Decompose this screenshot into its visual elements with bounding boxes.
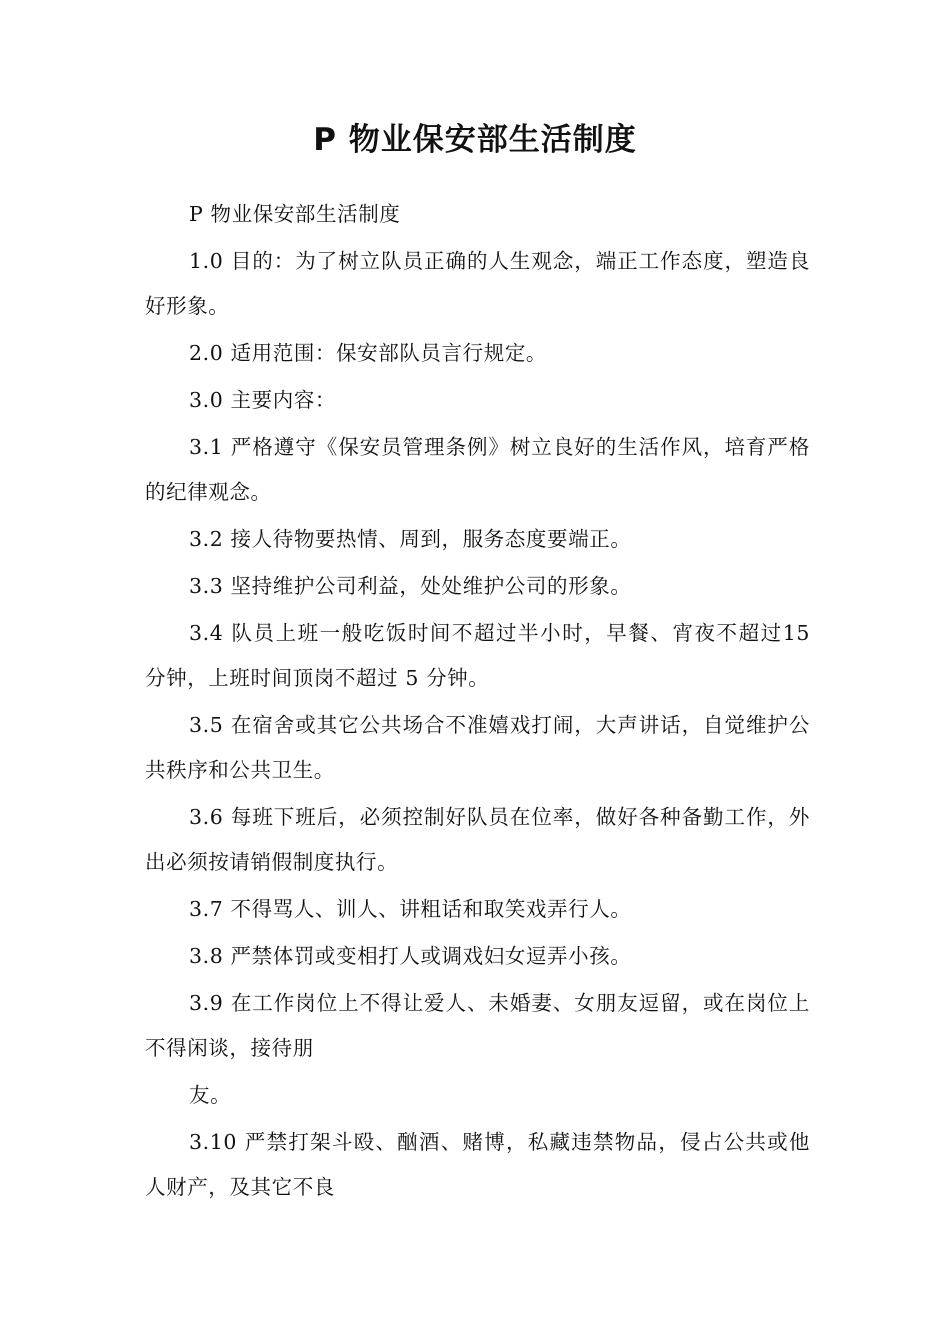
paragraph-3-9-continued: 友。 [189,1083,232,1107]
paragraph-1-0: 1.0 目的：为了树立队员正确的人生观念，端正工作态度，塑造良好形象。 [145,249,810,318]
document-body [145,192,810,1212]
paragraph-3-5: 3.5 在宿舍或其它公共场合不准嬉戏打闹，大声讲话，自觉维护公共秩序和公共卫生。 [145,713,810,782]
paragraph-3-9: 3.9 在工作岗位上不得让爱人、未婚妻、女朋友逗留，或在岗位上不得闲谈，接待朋 [145,991,810,1060]
paragraph-3-10: 3.10 严禁打架斗殴、酗酒、赌博，私藏违禁物品，侵占公共或他人财产，及其它不良 [145,1130,810,1199]
paragraph-2-0: 2.0 适用范围：保安部队员言行规定。 [189,341,548,365]
paragraph-3-2: 3.2 接人待物要热情、周到，服务态度要端正。 [189,527,632,551]
paragraph-3-1: 3.1 严格遵守《保安员管理条例》树立良好的生活作风，培育严格的纪律观念。 [145,435,810,504]
paragraph-3-7: 3.7 不得骂人、训人、讲粗话和取笑戏弄行人。 [189,897,632,921]
paragraph-3-0: 3.0 主要内容： [189,388,337,412]
paragraph-3-6: 3.6 每班下班后，必须控制好队员在位率，做好各种备勤工作，外出必须按请销假制度执行。 [145,805,810,874]
paragraph-subtitle: P 物业保安部生活制度 [189,202,401,226]
paragraph-3-3: 3.3 坚持维护公司利益，处处维护公司的形象。 [189,574,632,598]
paragraph-3-4: 3.4 队员上班一般吃饭时间不超过半小时，早餐、宵夜不超过15 分钟，上班时间顶岗不超过 5 分钟。 [145,621,810,690]
paragraph-3-8: 3.8 严禁体罚或变相打人或调戏妇女逗弄小孩。 [189,944,632,968]
document-title: P 物业保安部生活制度 [313,122,637,158]
